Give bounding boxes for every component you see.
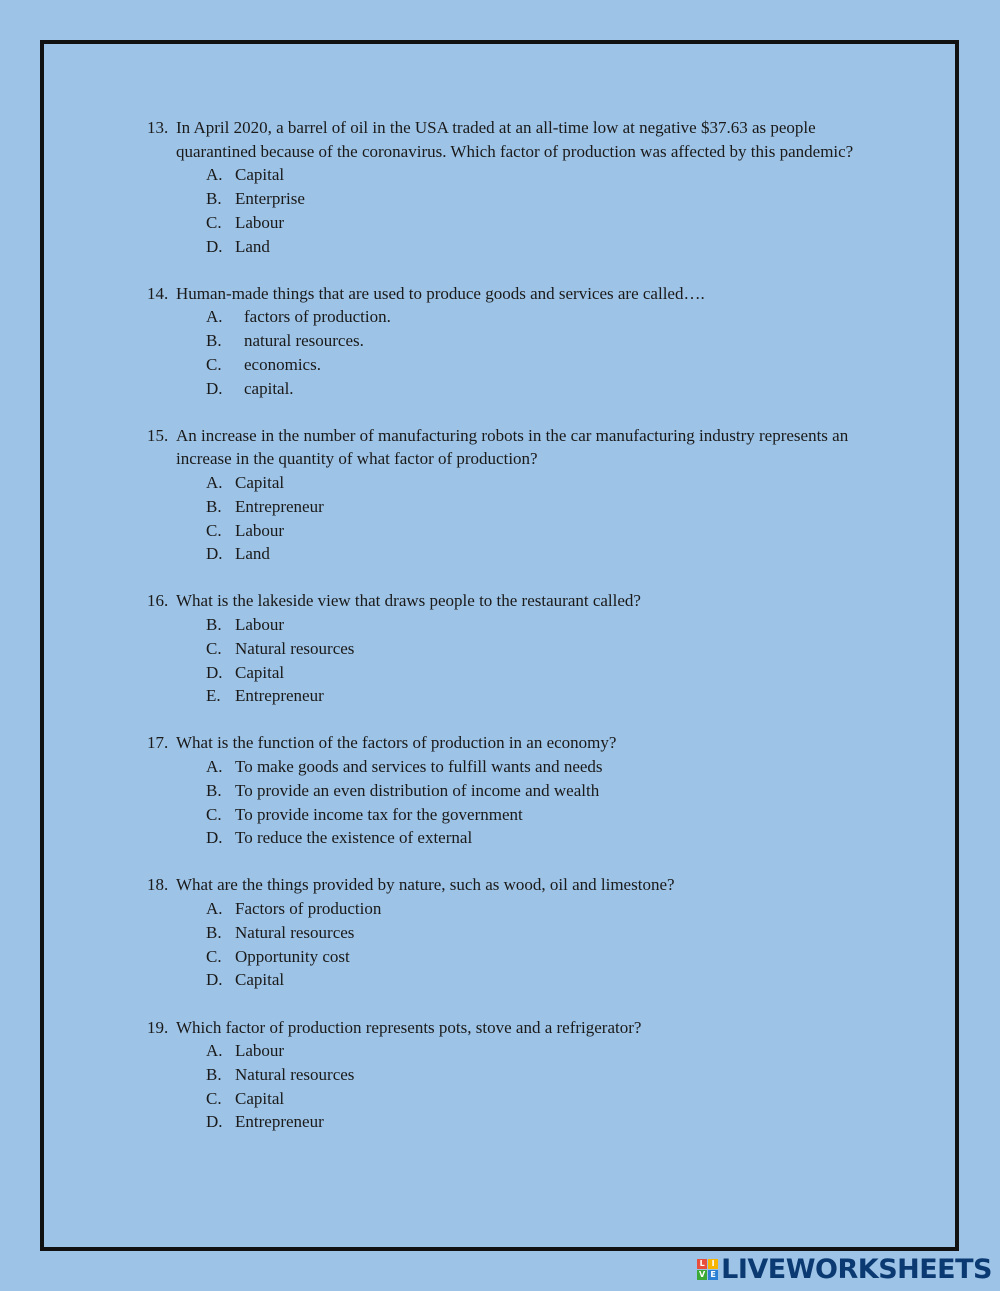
option-letter: C. xyxy=(206,520,222,540)
question-number: 19. xyxy=(147,1017,169,1037)
question-number: 18. xyxy=(147,875,169,895)
answer-option[interactable] xyxy=(147,1063,877,1087)
answer-option[interactable] xyxy=(147,377,877,401)
question-17 xyxy=(147,731,877,850)
answer-option[interactable] xyxy=(147,1087,877,1111)
option-text: Entrepreneur xyxy=(235,496,324,516)
option-letter: D. xyxy=(206,1112,223,1132)
question-number: 16. xyxy=(147,591,169,611)
question-number: 13. xyxy=(147,118,169,137)
logo-tile: V xyxy=(699,1270,706,1279)
answer-option[interactable] xyxy=(147,661,877,685)
question-13 xyxy=(147,116,877,258)
answer-option[interactable] xyxy=(147,305,877,329)
option-text: Factors of production xyxy=(235,899,382,919)
answer-option[interactable] xyxy=(147,235,877,259)
answer-option[interactable] xyxy=(147,921,877,945)
option-letter: A. xyxy=(206,899,223,919)
option-text: Natural resources xyxy=(235,1064,355,1084)
answer-option[interactable] xyxy=(147,684,877,708)
option-letter: B. xyxy=(206,615,222,635)
option-text: capital. xyxy=(244,378,294,398)
option-letter: B. xyxy=(206,496,222,516)
answer-option[interactable] xyxy=(147,495,877,519)
question-text: Which factor of production represents pots, stove and a refrigerator? xyxy=(176,1017,642,1037)
option-text: Capital xyxy=(235,970,285,990)
option-text: To provide income tax for the government xyxy=(235,804,523,824)
option-letter: C. xyxy=(206,804,222,824)
answer-option[interactable] xyxy=(147,329,877,353)
answer-option[interactable] xyxy=(147,471,877,495)
option-letter: D. xyxy=(206,828,223,848)
answer-option[interactable] xyxy=(147,803,877,827)
answer-option[interactable] xyxy=(147,968,877,992)
option-text: Labour xyxy=(235,212,285,232)
answer-option[interactable] xyxy=(147,187,877,211)
option-letter: A. xyxy=(206,165,223,185)
option-text: Enterprise xyxy=(235,189,305,209)
option-text: Natural resources xyxy=(235,638,355,658)
logo-text: LIVEWORKSHEETS xyxy=(721,1254,992,1285)
answer-option[interactable] xyxy=(147,897,877,921)
option-text: natural resources. xyxy=(244,331,364,351)
option-text: Natural resources xyxy=(235,922,355,942)
option-letter: A. xyxy=(206,473,223,493)
question-number: 14. xyxy=(147,283,169,303)
option-letter: B. xyxy=(206,780,222,800)
logo-tile: I xyxy=(708,1259,718,1269)
option-letter: C. xyxy=(206,1088,222,1108)
question-number: 17. xyxy=(147,733,169,753)
option-letter: C. xyxy=(206,212,222,232)
answer-option[interactable] xyxy=(147,613,877,637)
option-letter: D. xyxy=(206,662,223,682)
answer-option[interactable] xyxy=(147,519,877,543)
option-text: Labour xyxy=(235,615,285,635)
answer-option[interactable] xyxy=(147,211,877,235)
option-letter: D. xyxy=(206,544,223,564)
option-letter: B. xyxy=(206,922,222,942)
option-text: Capital xyxy=(235,165,285,185)
question-text: In April 2020, a barrel of oil in the USA traded at an all-time low at negative $37.63 as people quarantined because of the coronavirus. Which factor of production was affected by this pandemic? xyxy=(176,118,854,161)
option-text: Entrepreneur xyxy=(235,1112,324,1132)
option-letter: C. xyxy=(206,638,222,658)
option-text: factors of production. xyxy=(244,307,391,327)
option-text: Land xyxy=(235,236,270,256)
option-text: Labour xyxy=(235,520,285,540)
option-text: Capital xyxy=(235,662,285,682)
question-text: Human-made things that are used to produce goods and services are called…. xyxy=(176,283,705,303)
option-text: To provide an even distribution of income and wealth xyxy=(235,780,600,800)
option-letter: A. xyxy=(206,307,223,327)
answer-option[interactable] xyxy=(147,1039,877,1063)
question-list xyxy=(147,116,877,1158)
option-letter: B. xyxy=(206,331,222,351)
answer-option[interactable] xyxy=(147,779,877,803)
question-18 xyxy=(147,873,877,992)
option-letter: D. xyxy=(206,236,223,256)
option-text: Land xyxy=(235,544,270,564)
option-letter: A. xyxy=(206,1041,223,1061)
question-14 xyxy=(147,282,877,401)
option-letter: C. xyxy=(206,946,222,966)
answer-option[interactable] xyxy=(147,826,877,850)
question-16 xyxy=(147,589,877,708)
option-letter: E. xyxy=(206,686,221,706)
option-text: Capital xyxy=(235,1088,285,1108)
question-text: What is the lakeside view that draws people to the restaurant called? xyxy=(176,591,641,611)
question-19 xyxy=(147,1016,877,1135)
answer-option[interactable] xyxy=(147,353,877,377)
option-text: economics. xyxy=(244,354,321,374)
option-text: To make goods and services to fulfill wants and needs xyxy=(235,757,603,777)
answer-option[interactable] xyxy=(147,542,877,566)
option-text: Capital xyxy=(235,473,285,493)
question-number: 15. xyxy=(147,425,169,445)
option-letter: A. xyxy=(206,757,223,777)
option-text: Labour xyxy=(235,1041,285,1061)
option-text: To reduce the existence of external xyxy=(235,828,473,848)
option-letter: C. xyxy=(206,354,222,374)
question-text: What is the function of the factors of production in an economy? xyxy=(176,733,617,753)
question-text: An increase in the number of manufacturing robots in the car manufacturing industry represents an increase in the quantity of what factor of production? xyxy=(176,425,849,469)
option-letter: D. xyxy=(206,970,223,990)
option-letter: B. xyxy=(206,1064,222,1084)
option-text: Opportunity cost xyxy=(235,946,350,966)
option-text: Entrepreneur xyxy=(235,686,324,706)
question-text: What are the things provided by nature, such as wood, oil and limestone? xyxy=(176,875,675,895)
live-logo-icon xyxy=(697,1259,718,1280)
answer-option[interactable] xyxy=(147,637,877,661)
question-15 xyxy=(147,424,877,566)
liveworksheets-logo[interactable] xyxy=(697,1254,992,1285)
logo-tile: E xyxy=(708,1270,718,1280)
option-letter: D. xyxy=(206,378,223,398)
answer-option[interactable] xyxy=(147,163,877,187)
answer-option[interactable] xyxy=(147,755,877,779)
option-letter: B. xyxy=(206,189,222,209)
answer-option[interactable] xyxy=(147,945,877,969)
answer-option[interactable] xyxy=(147,1110,877,1134)
logo-tile: L xyxy=(697,1259,707,1269)
